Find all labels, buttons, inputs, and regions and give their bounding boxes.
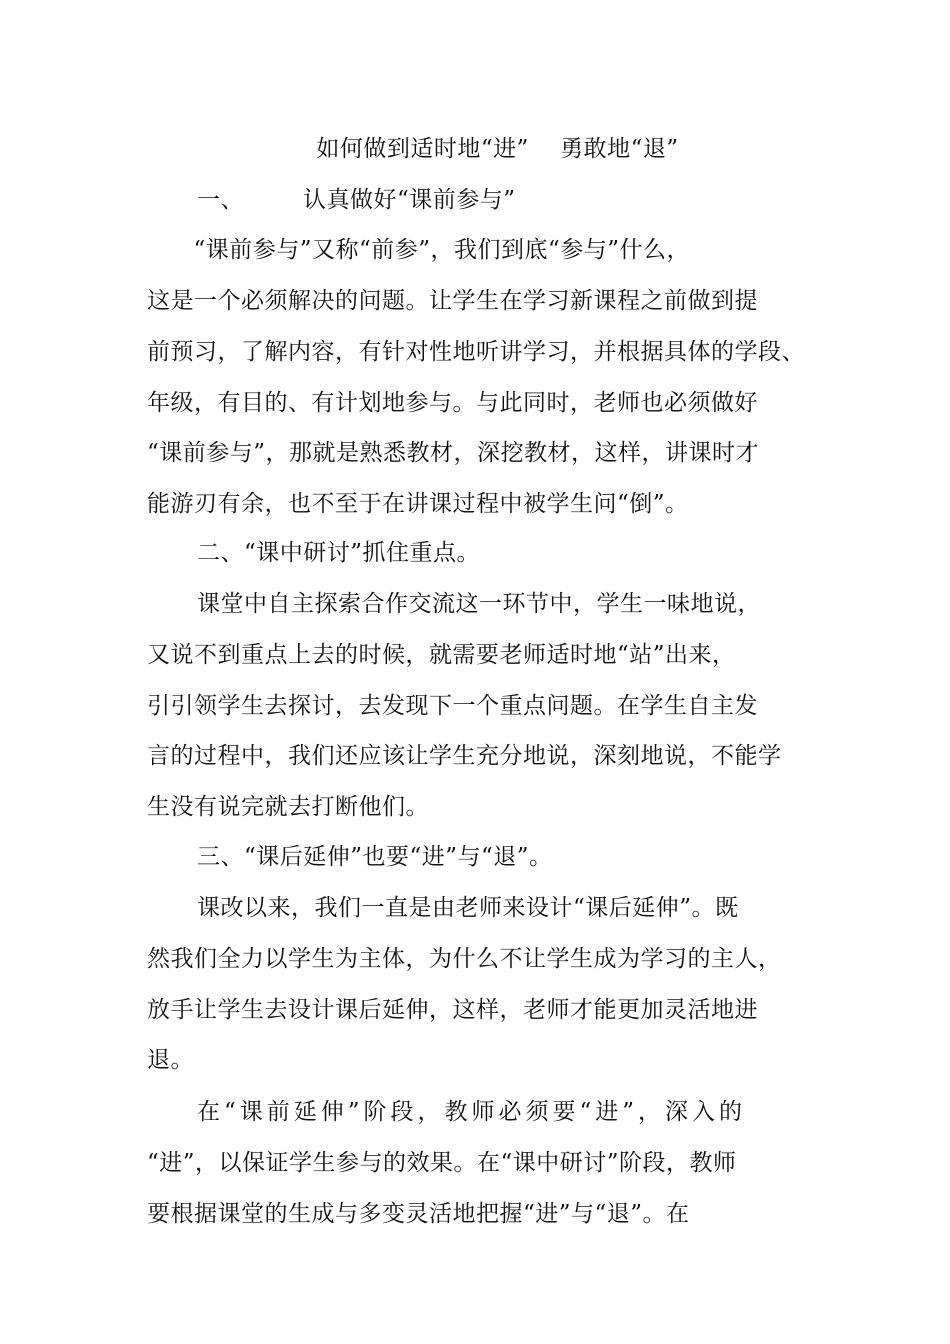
paragraph-line: 然我们全力以学生为主体，为什么不让学生成为学习的主人， — [147, 946, 782, 972]
paragraph-line: “课前参与”，那就是熟悉教材，深挖教材，这样，讲课时才 — [147, 440, 760, 466]
paragraph-line: 言的过程中，我们还应该让学生充分地说，深刻地说，不能学 — [147, 743, 782, 769]
section-heading-1: 一、 认真做好“课前参与” — [197, 187, 516, 213]
paragraph-line: 课堂中自主探索合作交流这一环节中，学生一味地说， — [197, 591, 761, 617]
paragraph-line: 生没有说完就去打断他们。 — [147, 794, 429, 820]
paragraph-line: “进”，以保证学生参与的效果。在“课中研讨”阶段，教师 — [147, 1150, 737, 1176]
paragraph-line: “课前参与”又称“前参”，我们到底“参与”什么， — [170, 237, 691, 263]
paragraph-line: 退。 — [147, 1047, 194, 1073]
paragraph-line: 在“课前延伸”阶段，教师必须要“进”，深入的 — [197, 1099, 747, 1125]
paragraph-line: 这是一个必须解决的问题。让学生在学习新课程之前做到提 — [147, 288, 758, 314]
paragraph-line: 又说不到重点上去的时候，就需要老师适时地“站”出来， — [147, 642, 736, 668]
paragraph-line: 要根据课堂的生成与多变灵活地把握“进”与“退”。在 — [147, 1201, 690, 1227]
section-heading-2: 二、“课中研讨”抓住重点。 — [197, 540, 481, 566]
paragraph-line: 能游刃有余，也不至于在讲课过程中被学生问“倒”。 — [147, 491, 689, 517]
paragraph-line: 课改以来，我们一直是由老师来设计“课后延伸”。既 — [197, 895, 739, 921]
section-heading-3: 三、“课后延伸”也要“进”与“退”。 — [197, 844, 553, 870]
paragraph-line: 放手让学生去设计课后延伸，这样，老师才能更加灵活地进 — [147, 997, 758, 1023]
paragraph-line: 引引领学生去探讨，去发现下一个重点问题。在学生自主发 — [147, 693, 758, 719]
paragraph-line: 前预习，了解内容，有针对性地听讲学习，并根据具体的学段、 — [147, 339, 805, 365]
document-title: 如何做到适时地“进” 勇敢地“退” — [316, 136, 679, 162]
paragraph-line: 年级，有目的、有计划地参与。与此同时，老师也必须做好 — [147, 390, 758, 416]
